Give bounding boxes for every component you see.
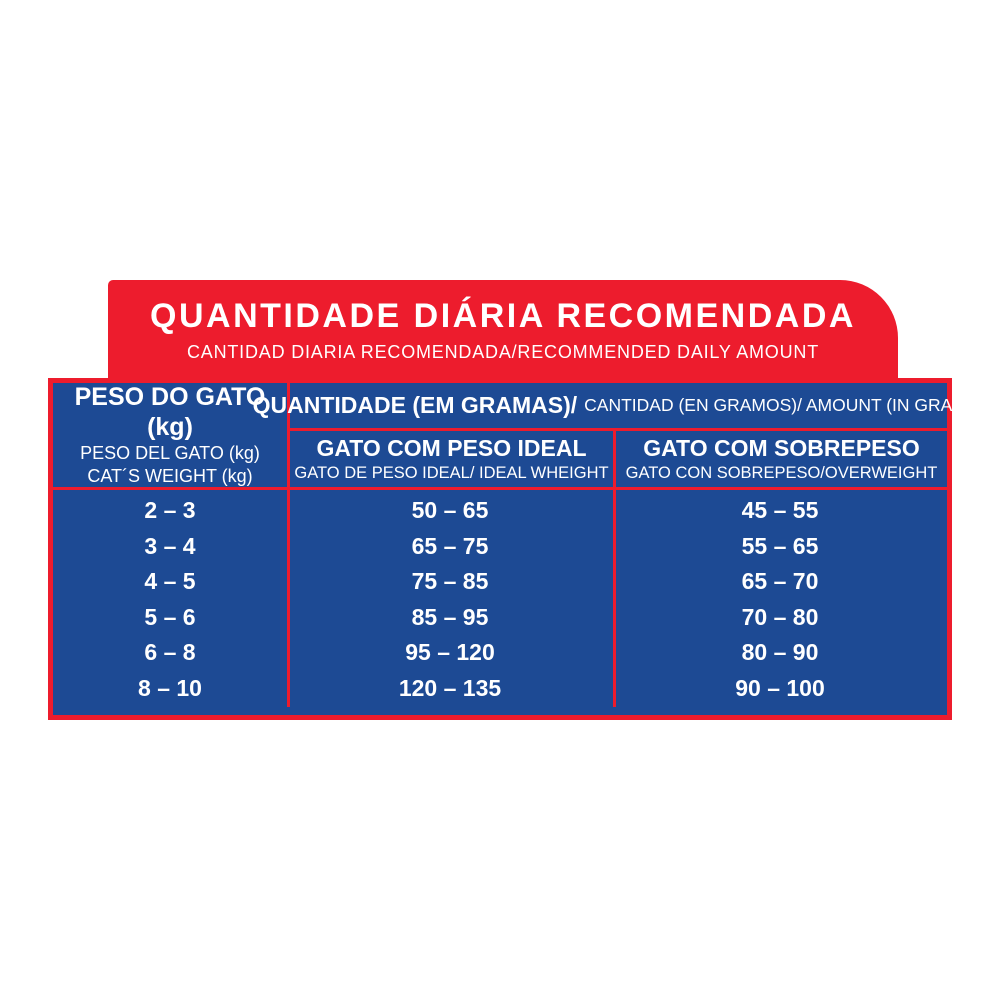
table-body (53, 490, 947, 712)
table-row (53, 497, 947, 524)
amount-header-es-en: CANTIDAD (EN GRAMOS)/ AMOUNT (IN GRAMS) (584, 395, 985, 415)
weight-header-en: CAT´S WEIGHT (kg) (87, 466, 253, 486)
overweight-cell: 45 – 55 (741, 497, 819, 524)
weight-cell: 2 – 3 (144, 497, 196, 524)
ideal-cell: 95 – 120 (405, 639, 495, 666)
weight-cell: 5 – 6 (144, 603, 196, 630)
overweight-header-es-en: GATO CON SOBREPESO/OVERWEIGHT (625, 463, 938, 482)
weight-header-pt: PESO DO GATO (kg) (74, 383, 266, 441)
overweight-header-pt: GATO COM SOBREPESO (643, 434, 920, 461)
ideal-cell: 50 – 65 (411, 497, 489, 524)
weight-cell: 4 – 5 (144, 568, 196, 595)
amount-group-header (252, 383, 985, 428)
banner-subtitle: CANTIDAD DIARIA RECOMENDADA/RECOMMENDED DAILY AMOUNT (186, 342, 819, 362)
ideal-cell: 120 – 135 (398, 674, 502, 701)
table-row (53, 568, 947, 595)
overweight-cell: 90 – 100 (735, 674, 825, 701)
feeding-table (48, 378, 985, 720)
ideal-header-pt: GATO COM PESO IDEAL (316, 434, 587, 461)
recommended-daily-amount-banner (108, 280, 898, 382)
weight-cell: 8 – 10 (138, 674, 202, 701)
weight-cell: 3 – 4 (144, 532, 196, 559)
ideal-header-es-en: GATO DE PESO IDEAL/ IDEAL WHEIGHT (294, 463, 609, 482)
overweight-column-header (616, 431, 947, 487)
overweight-cell: 80 – 90 (741, 639, 819, 666)
ideal-cell: 85 – 95 (411, 603, 489, 630)
overweight-cell: 65 – 70 (741, 568, 819, 595)
table-row (53, 675, 947, 702)
amount-header-pt: QUANTIDADE (EM GRAMAS)/ (252, 392, 578, 418)
ideal-weight-column-header (290, 431, 613, 487)
weight-cell: 6 – 8 (144, 639, 196, 666)
ideal-cell: 65 – 75 (411, 532, 489, 559)
table-row (53, 533, 947, 560)
banner-title: QUANTIDADE DIÁRIA RECOMENDADA (150, 297, 856, 335)
feeding-table-inner (53, 383, 985, 715)
table-row (53, 639, 947, 666)
weight-header-es: PESO DEL GATO (kg) (80, 443, 260, 463)
ideal-cell: 75 – 85 (411, 568, 489, 595)
overweight-cell: 55 – 65 (741, 532, 819, 559)
table-row (53, 604, 947, 631)
overweight-cell: 70 – 80 (741, 603, 819, 630)
